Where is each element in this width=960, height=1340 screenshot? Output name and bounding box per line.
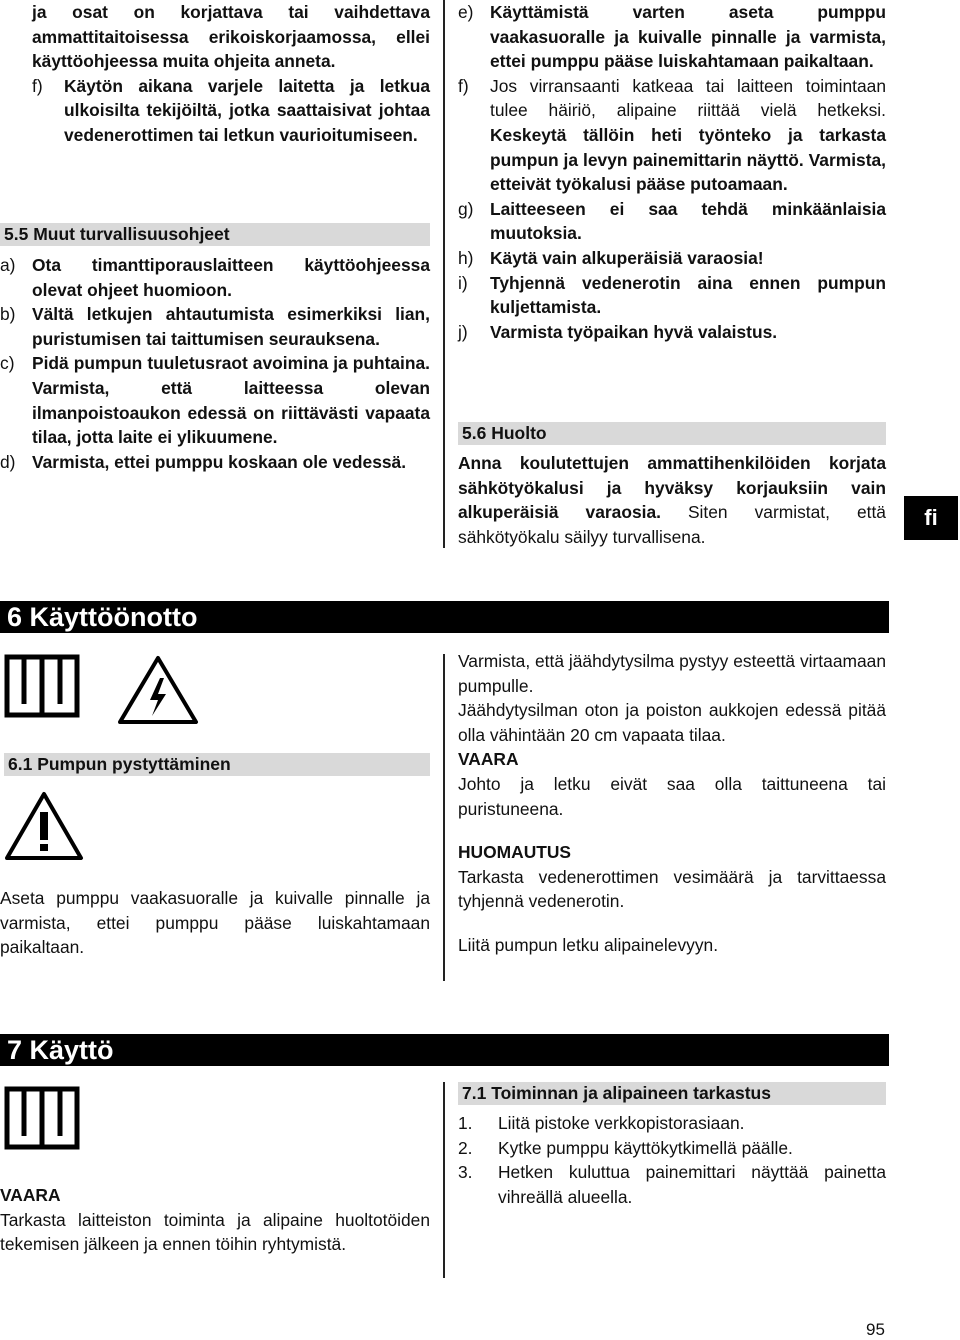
list-item-j	[458, 320, 886, 345]
electric-hazard-icon	[116, 654, 200, 726]
section-heading-7: 7 Käyttö	[0, 1034, 889, 1066]
list-item-f	[32, 74, 430, 148]
huolto-text: Siten varmistat, että sähkötyökalu säilyy turvallisena.	[458, 502, 886, 547]
list-item-d	[0, 450, 430, 475]
item-text: Varmista työpaikan hyvä valaistus.	[490, 321, 778, 342]
column-divider	[443, 1082, 445, 1278]
item-label: h)	[458, 247, 474, 268]
item-label: c)	[0, 353, 15, 374]
item-text: Käytön aikana varjele laitetta ja letkua ulkoisilta tekijöiltä, jotka saattaisivat johtaa vedenerottimen tai letkun vaurioitumiseen.	[64, 75, 430, 145]
notice-label: HUOMAUTUS	[458, 842, 572, 863]
step-number: 3.	[458, 1162, 473, 1183]
section-heading-5-6: 5.6 Huolto	[458, 422, 886, 445]
item-label: j)	[458, 321, 468, 342]
general-warning-icon	[4, 790, 84, 862]
step-text: Hetken kuluttua painemittari näyttää painetta vihreällä alueella.	[498, 1162, 886, 1207]
item-label: b)	[0, 304, 16, 325]
clearance-text: Jäähdytysilman oton ja poiston aukkojen edessä pitää olla vähintään 20 cm vapaata tilaa.	[458, 700, 886, 745]
list-item-a	[0, 253, 430, 302]
section6-right-column	[458, 649, 886, 958]
item-label: a)	[0, 255, 16, 275]
section-heading-6: 6 Käyttöönotto	[0, 601, 889, 633]
step-text: Kytke pumppu käyttökytkimellä päälle.	[498, 1137, 793, 1158]
step-3	[458, 1160, 886, 1209]
section6-left-text: Aseta pumppu vaakasuoralle ja kuivalle pinnalle ja varmista, ettei pumppu pääse luiskahtamaan paikaltaan.	[0, 888, 430, 958]
notice-text: Tarkasta vedenerottimen vesimäärä ja tarvittaessa tyhjennä vedenerotin.	[458, 866, 886, 912]
item-text: Varmista, ettei pumppu koskaan ole vedessä.	[32, 451, 407, 472]
danger-text: Tarkasta laitteiston toiminta ja alipaine huoltotöiden tekemisen jälkeen ja ennen töihin ryhtymistä.	[0, 1209, 430, 1255]
item-label: i)	[458, 272, 468, 293]
intro-paragraph: ja osat on korjattava tai vaihdettava ammattitaitoisessa erikoiskorjaamossa, ellei käyttöohjeessa muita ohjeita anneta.	[32, 2, 430, 72]
step-1	[458, 1111, 886, 1136]
item-text: Jos virransaanti katkeaa tai laitteen toimintaan tulee häiriö, alipaine riittää vielä hetkeksi.	[490, 75, 886, 121]
list-item-i	[458, 271, 886, 320]
danger-label: VAARA	[0, 1185, 61, 1205]
connect-hose-text: Liitä pumpun letku alipainelevyyn.	[458, 934, 719, 955]
safety-list	[0, 253, 430, 474]
section-heading-5-5: 5.5 Muut turvallisuusohjeet	[0, 223, 430, 246]
item-text: Vältä letkujen ahtautumista esimerkiksi lian, puristumisen tai taittumisen seurauksena.	[32, 304, 430, 349]
read-manual-icon	[4, 1086, 80, 1150]
item-label: f)	[32, 75, 43, 96]
step-number: 1.	[458, 1113, 473, 1133]
language-tab: fi	[904, 496, 958, 540]
list-item-g	[458, 197, 886, 246]
section7-left-column	[0, 1183, 430, 1257]
step-number: 2.	[458, 1137, 473, 1158]
top-right-column	[458, 0, 886, 344]
item-text: Tyhjennä vedenerotin aina ennen pumpun kuljettamista.	[490, 272, 886, 318]
page-number: 95	[866, 1320, 885, 1339]
item-text: Käyttämistä varten aseta pumppu vaakasuoralle ja kuivalle pinnalle ja varmista, ettei pumppu pääse luiskahtamaan paikaltaan.	[490, 2, 886, 72]
huolto-bold-text: Anna koulutettujen ammattihenkilöiden korjata sähkötyökalusi ja hyväksy korjauksiin vain alkuperäisiä varaosia.	[458, 453, 886, 523]
huolto-paragraph	[458, 451, 886, 549]
item-label: d)	[0, 451, 16, 472]
item-text: Pidä pumpun tuuletusraot avoimina ja puhtaina. Varmista, että laitteessa olevan ilmanpoistoaukon edessä on riittävästi vapaata tilaa, jotta laite ei ylikuumene.	[32, 353, 430, 448]
item-label: e)	[458, 2, 474, 22]
read-manual-icon	[4, 654, 80, 718]
item-text-bold: Keskeytä tällöin heti työnteko ja tarkasta pumpun ja levyn painemittarin näyttö. Varmista, etteivät työkalusi pääse putoamaan.	[490, 124, 886, 195]
top-left-column	[32, 0, 430, 148]
list-item-c	[0, 351, 430, 449]
list-item-e	[458, 0, 886, 74]
list-item-h	[458, 246, 886, 271]
list-item-b	[0, 302, 430, 351]
step-text: Liitä pistoke verkkopistorasiaan.	[498, 1113, 745, 1133]
item-text: Laitteeseen ei saa tehdä minkäänlaisia muutoksia.	[490, 198, 886, 244]
danger-text: Johto ja letku eivät saa olla taittuneena tai puristuneena.	[458, 773, 886, 819]
cooling-air-text: Varmista, että jäähdytysilma pystyy esteettä virtaamaan pumpulle.	[458, 651, 886, 696]
column-divider	[443, 0, 445, 548]
column-divider	[443, 654, 445, 981]
section-heading-7-1: 7.1 Toiminnan ja alipaineen tarkastus	[458, 1082, 886, 1105]
item-label: g)	[458, 198, 474, 219]
item-label: f)	[458, 75, 469, 96]
danger-label: VAARA	[458, 749, 519, 770]
step-2	[458, 1136, 886, 1161]
section-heading-6-1: 6.1 Pumpun pystyttäminen	[4, 753, 430, 776]
check-steps-list	[458, 1111, 886, 1209]
item-text: Ota timanttiporauslaitteen käyttöohjeessa olevat ohjeet huomioon.	[32, 255, 430, 300]
item-text: Käytä vain alkuperäisiä varaosia!	[490, 247, 764, 268]
list-item-f2	[458, 74, 886, 197]
